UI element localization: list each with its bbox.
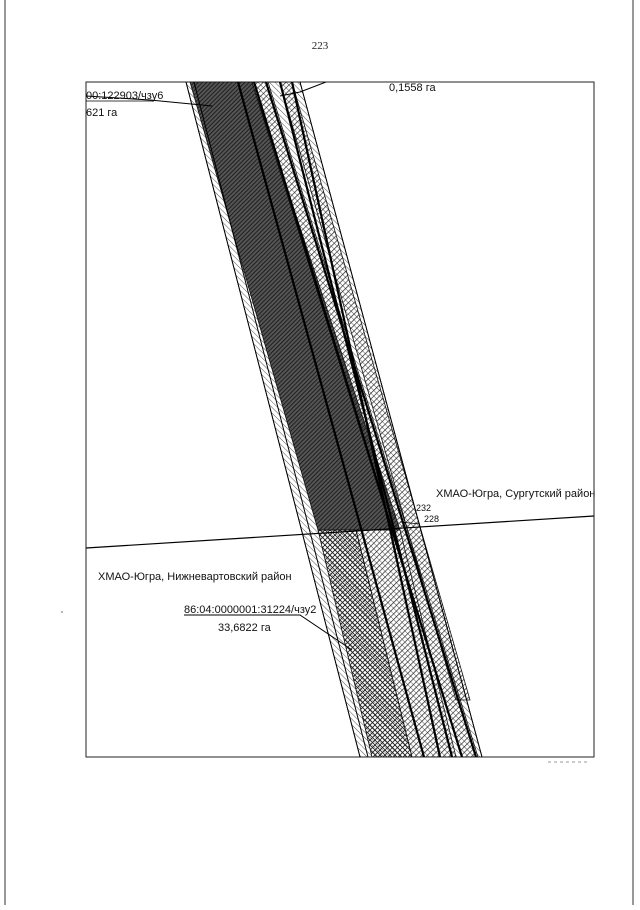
parcel-top-left-area: 621 га [86, 107, 118, 119]
point-label-232: 232 [416, 503, 432, 513]
region-label-surgut: ХМАО-Югра, Сургутский район [436, 488, 596, 500]
parcel-bottom-id: 86:04:0000001:31224/чзу2 [184, 604, 317, 616]
parcel-top-right-area: 0,1558 га [389, 82, 436, 94]
parcel-bottom-area: 33,6822 га [218, 622, 271, 634]
point-label-228: 228 [424, 514, 440, 524]
page-number: 223 [311, 40, 329, 52]
scan-dot [61, 611, 63, 613]
parcel-top-left-id: 00:122903/чзу6 [86, 90, 164, 102]
region-label-nizhnevartovsk: ХМАО-Югра, Нижневартовский район [98, 571, 292, 583]
